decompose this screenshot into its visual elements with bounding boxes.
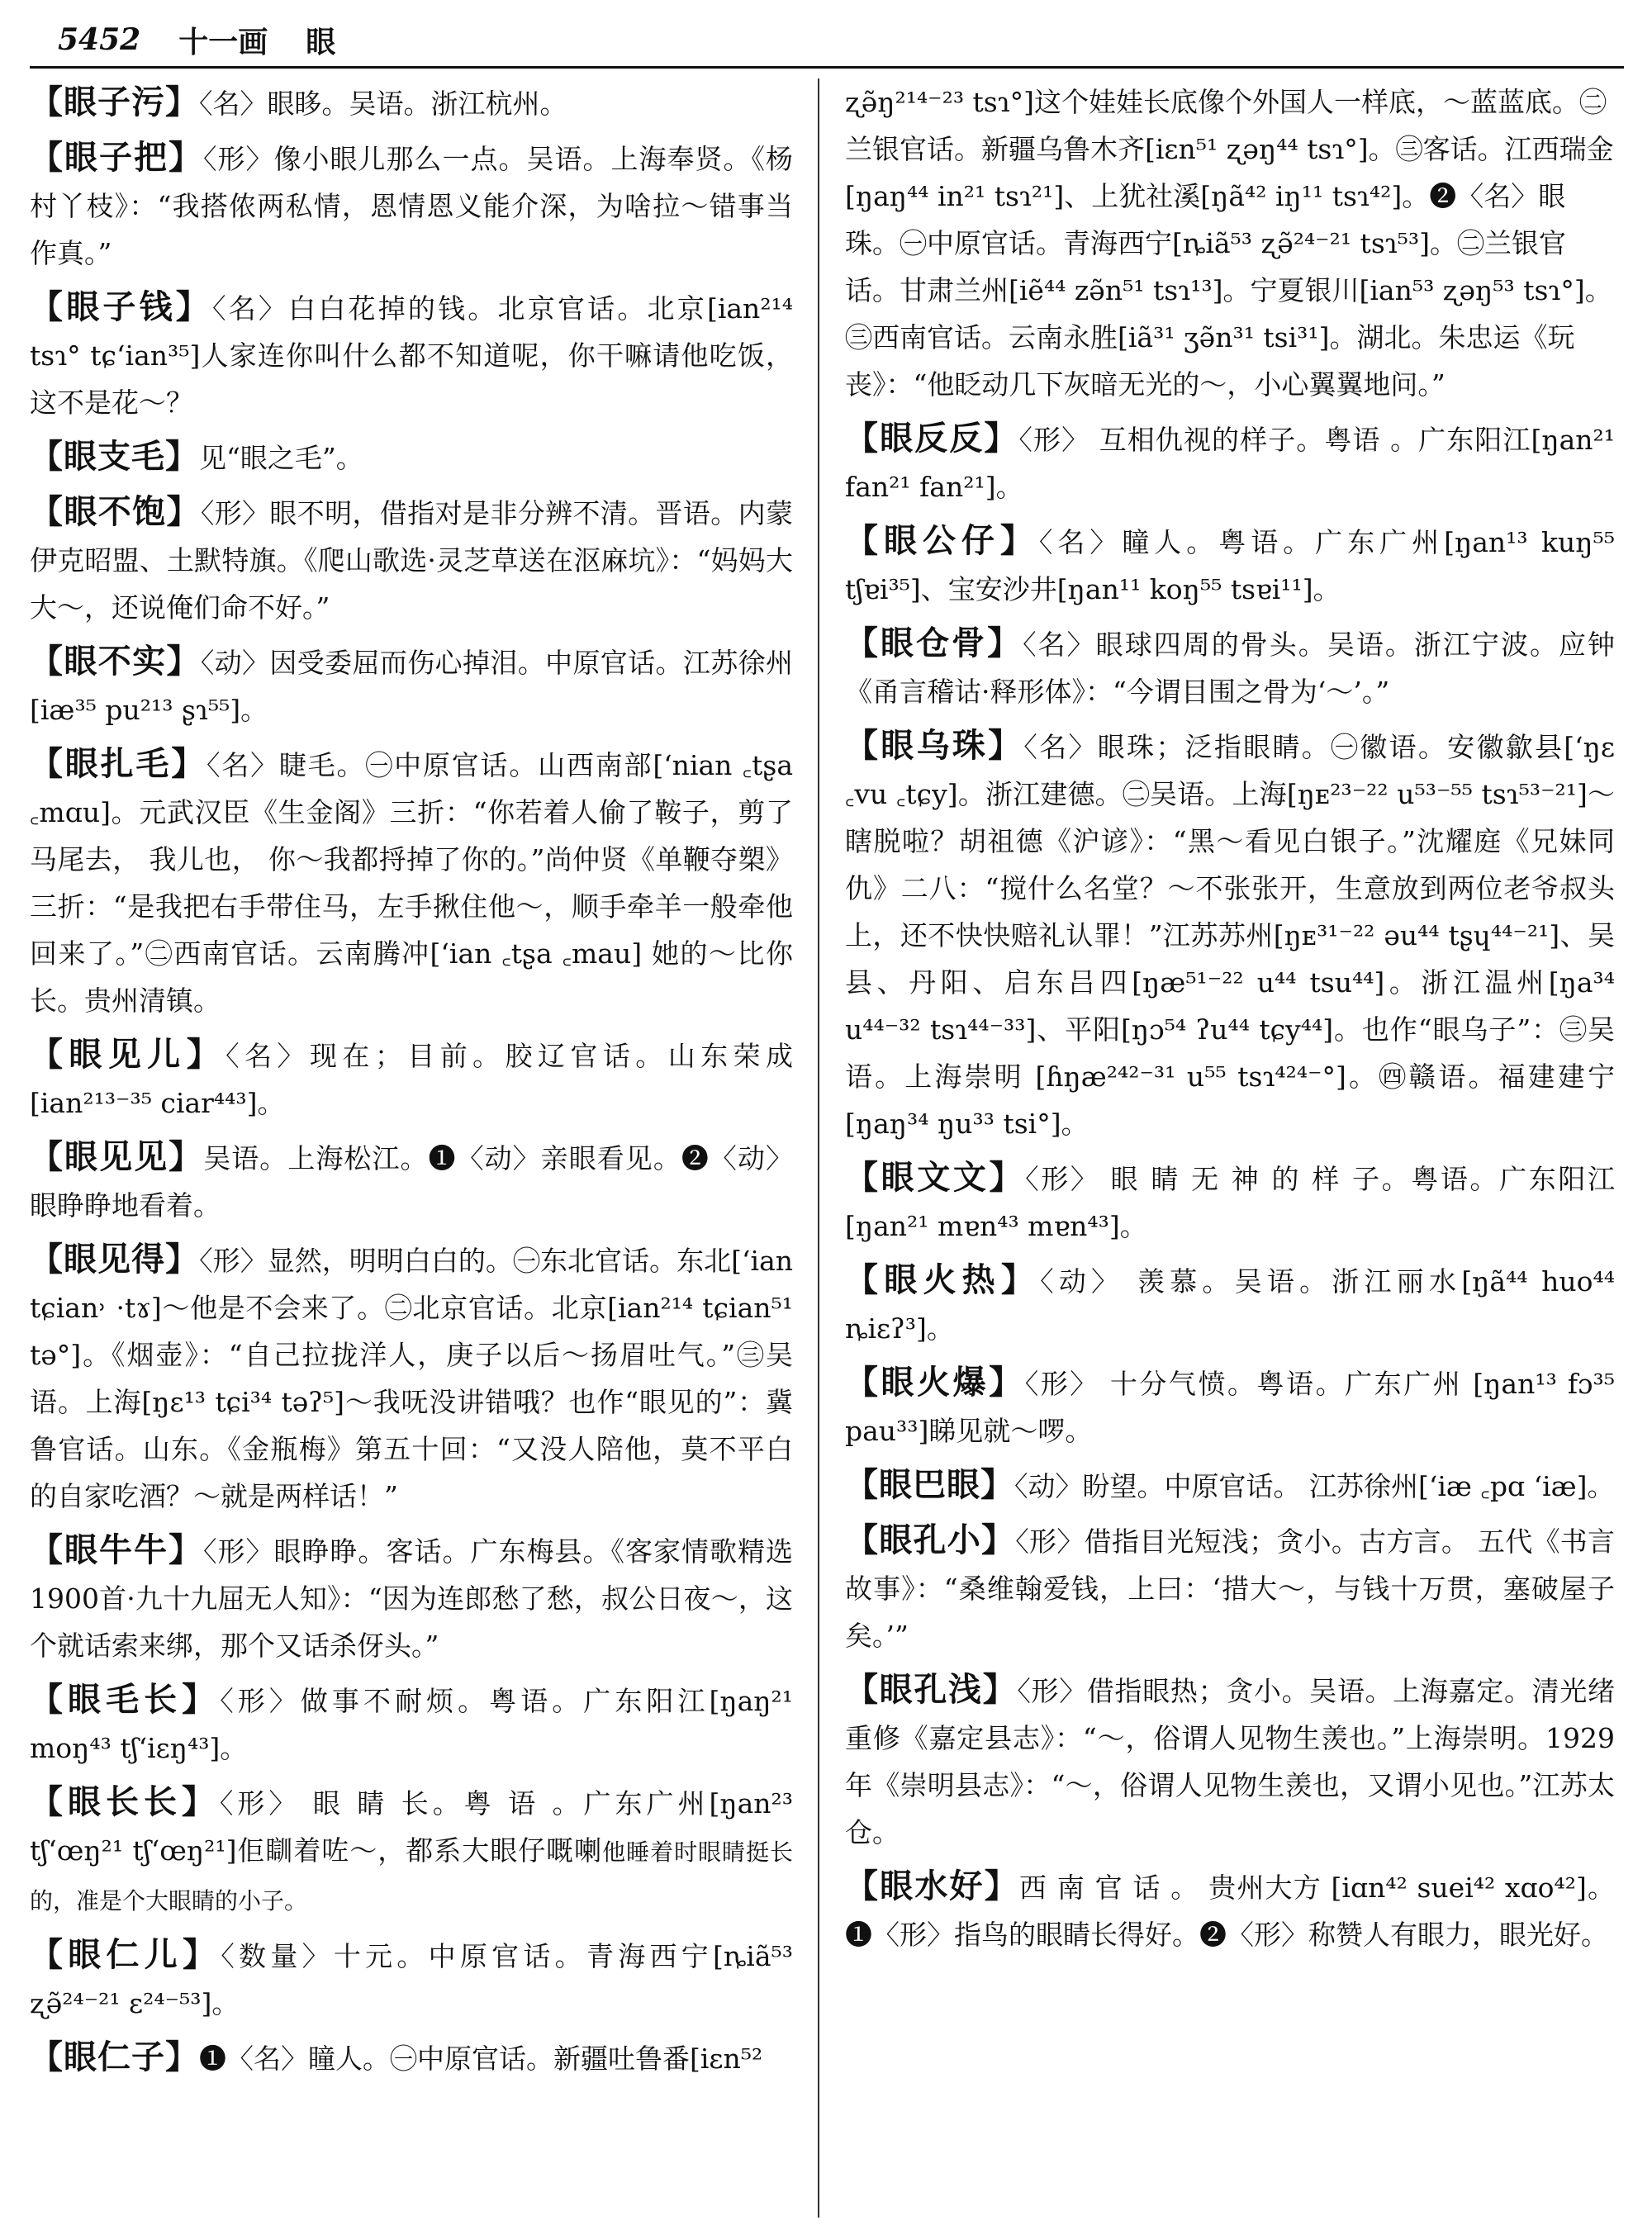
entry-definition: 〈形〉眼睁睁。客话。广东梅县。《客家情歌精选1900首·九十九屈无人知》：“因为连郎愁了愁，叔公日夜～，这个就话索来绑，那个又话杀伢头。” bbox=[30, 1535, 793, 1662]
dictionary-entry bbox=[30, 740, 793, 1024]
dictionary-entry bbox=[30, 1031, 793, 1127]
entry-headword: 【眼子污】 bbox=[30, 83, 199, 121]
entry-headword: 【眼子钱】 bbox=[30, 287, 213, 326]
entry-definition: 〈名〉睫毛。㊀中原官话。山西南部[ʻnian ꜀tʂa ꜀mɑu]。元武汉臣《生金阁》三折：“你若着人偷了鞍子，剪了马尾去， 我儿也， 你～我都捋掉了你的。”尚仲贤《单鞭夺槊》三折：“是我把右手带住马，左手揪住他～，顺手牵羊一般牵他回来了。”㊁西南官话。云南腾冲[ʻian ꜀tʂa ꜀mau] 她的～比你长。贵州清镇。 bbox=[30, 749, 793, 1017]
entry-definition: 〈形〉显然，明明白白的。㊀东北官话。东北[ʻian tɕian˒ ·tɤ]～他是不会来了。㊁北京官话。北京[ian²¹⁴ tɕian⁵¹ tə°]。《烟壶》：“自己拉拢洋人，庚子以后～扬眉吐气。”㊂吴语。上海[ŋɛ¹³ tɕi³⁴ təʔ⁵]～我呒没讲错哦？也作“眼见的”：冀鲁官话。山东。《金瓶梅》第五十回：“又没人陪他，莫不平白的自家吃酒？～就是两样话！” bbox=[30, 1245, 793, 1512]
entry-headword: 【眼反反】 bbox=[845, 419, 1019, 458]
entry-headword: 【眼见儿】 bbox=[30, 1035, 226, 1074]
header-character: 眼 bbox=[306, 24, 336, 59]
dictionary-entry bbox=[30, 283, 793, 426]
entry-definition: 〈名〉眼珠；泛指眼睛。㊀徽语。安徽歙县[ʻŋɛ ꜀vu ꜀tɕy]。浙江建德。㊁吴语。上海[ŋᴇ²³⁻²² u⁵³⁻⁵⁵ tsɿ⁵³⁻²¹]～瞎脱啦？胡祖德《沪谚》：“黑～看见白银子。”沈耀庭《兄妹同仇》二八：“搅什么名堂？～不张张开，生意放到两位老爷叔头上，还不快快赔礼认罪！”江苏苏州[ŋᴇ³¹⁻²² əu⁴⁴ tʂɥ⁴⁴⁻²¹]、吴县、丹阳、启东吕四[ŋæ⁵¹⁻²² u⁴⁴ tsu⁴⁴]。浙江温州[ŋa³⁴ u⁴⁴⁻³² tsɿ⁴⁴⁻³³]、平阳[ŋɔ⁵⁴ ʔu⁴⁴ tɕy⁴⁴]。也作“眼乌子”：㊂吴语。上海崇明 [ɦŋæ²⁴²⁻³¹ u⁵⁵ tsɿ⁴²⁴⁻°]。㊃赣语。福建建宁[ŋaŋ³⁴ ŋu³³ tsi°]。 bbox=[845, 731, 1615, 1140]
entry-headword: 【眼乌珠】 bbox=[845, 726, 1024, 765]
dictionary-entry bbox=[845, 619, 1615, 715]
dictionary-entry bbox=[30, 1676, 793, 1772]
right-column bbox=[845, 78, 1615, 2218]
dictionary-entry bbox=[30, 2033, 793, 2082]
entry-headword: 【眼长长】 bbox=[30, 1782, 220, 1821]
dictionary-entry bbox=[845, 1154, 1615, 1250]
dictionary-entry bbox=[30, 1133, 793, 1229]
page-number: 5452 bbox=[58, 22, 141, 57]
entry-definition: 〈形〉 互相仇视的样子。粤语 。广东阳江[ŋan²¹ fan²¹ fan²¹]。 bbox=[845, 424, 1615, 503]
entry-definition: 西 南 官 话 。 贵州大方 [iɑn⁴² suei⁴² xɑo⁴²]。❶〈形〉指鸟的眼睛长得好。❷〈形〉称赞人有眼力，眼光好。 bbox=[845, 1872, 1615, 1951]
entry-headword: 【眼见见】 bbox=[30, 1137, 204, 1176]
entry-definition: ❶〈名〉瞳人。㊀中原官话。新疆吐鲁番[iɛn⁵² bbox=[199, 2043, 763, 2075]
entry-headword: 【眼毛长】 bbox=[30, 1680, 221, 1719]
entry-definition: 吴语。上海松江。❶〈动〉亲眼看见。❷〈动〉眼睁睁地看着。 bbox=[30, 1142, 793, 1222]
entry-headword: 【眼孔浅】 bbox=[845, 1670, 1018, 1709]
entry-definition: 〈形〉 十分气愤。粤语。广东广州 [ŋan¹³ fɔ³⁵ pau³³]睇见就～啰。 bbox=[845, 1368, 1615, 1447]
entry-headword: 【眼水好】 bbox=[845, 1867, 1019, 1905]
entry-headword: 【眼火热】 bbox=[845, 1260, 1041, 1299]
entry-definition: 〈形〉 眼 睛 无 神 的 样 子。粤语。广东阳江[ŋan²¹ mɐn⁴³ mɐn⁴³]。 bbox=[845, 1163, 1615, 1242]
entry-definition: 见“眼之毛”。 bbox=[199, 442, 363, 474]
dictionary-entry bbox=[845, 1666, 1615, 1856]
column-divider bbox=[818, 78, 819, 2218]
page-header bbox=[58, 15, 1611, 64]
entry-headword: 【眼公仔】 bbox=[845, 521, 1039, 560]
entry-headword: 【眼支毛】 bbox=[30, 437, 199, 476]
entry-definition: 〈形〉像小眼儿那么一点。吴语。上海奉贤。《杨村丫枝》：“我搭侬两私情，恩情恩义能介深，为啥拉～错事当作真。” bbox=[30, 143, 793, 269]
entry-headword: 【眼火爆】 bbox=[845, 1363, 1025, 1402]
continuation-text: ʐə̃ŋ²¹⁴⁻²³ tsɿ°]这个娃娃长底像个外国人一样底，～蓝蓝底。㊁兰银官话。新疆乌鲁木齐[iɛn⁵¹ ʐəŋ⁴⁴ tsɿ°]。㊂客话。江西瑞金[ŋaŋ⁴⁴ in²¹ tsɿ²¹]、上犹社溪[ŋã⁴² iŋ¹¹ tsɿ⁴²]。❷〈名〉眼珠。㊀中原官话。青海西宁[ȵiã⁵³ ʐə̃²⁴⁻²¹ tsɿ⁵³]。㊁兰银官话。甘肃兰州[iẽ⁴⁴ zə̃n⁵¹ tsɿ¹³]。宁夏银川[ian⁵³ ʐəŋ⁵³ tsɿ°]。㊂西南官话。云南永胜[iã³¹ ʒə̃n³¹ tsi³¹]。湖北。朱忠运《玩丧》：“他眨动几下灰暗无光的～，小心翼翼地问。” bbox=[845, 86, 1614, 401]
dictionary-entry bbox=[845, 415, 1615, 510]
dictionary-entry bbox=[845, 722, 1615, 1147]
entry-definition: 〈形〉借指眼热；贪小。吴语。上海嘉定。清光绪重修《嘉定县志》：“～，俗谓人见物生羡也。”上海崇明。1929年《崇明县志》：“～，俗谓人见物生羡也，又谓小见也。”江苏太仓。 bbox=[845, 1675, 1615, 1848]
entry-definition: 〈动〉因受委屈而伤心掉泪。中原官话。江苏徐州[iæ³⁵ pu²¹³ ʂɿ⁵⁵]。 bbox=[30, 647, 793, 726]
entry-headword: 【眼见得】 bbox=[30, 1240, 200, 1279]
dictionary-entry bbox=[30, 134, 793, 277]
entry-headword: 【眼孔小】 bbox=[845, 1521, 1016, 1559]
entry-definition: 〈形〉做事不耐烦。粤语。广东阳江[ŋaŋ²¹ moŋ⁴³ tʃʻiɛŋ⁴³]。 bbox=[30, 1685, 793, 1764]
dictionary-entry bbox=[845, 1256, 1615, 1352]
entry-gloss: 他睡着时眼睛挺长的，准是个大眼睛的小子。 bbox=[30, 1839, 793, 1914]
entry-definition: 〈名〉白白花掉的钱。北京官话。北京[ian²¹⁴ tsɿ° tɕʻian³⁵]人家连你叫什么都不知道呢，你干嘛请他吃饭，这不是花～？ bbox=[30, 292, 793, 419]
header-rule bbox=[30, 66, 1624, 69]
dictionary-entry bbox=[845, 517, 1615, 613]
entry-definition: 〈数量〉十元。中原官话。青海西宁[ȵiã⁵³ ʐə̃²⁴⁻²¹ ɛ²⁴⁻⁵³]。 bbox=[30, 1940, 793, 2019]
entry-headword: 【眼不饱】 bbox=[30, 492, 201, 531]
entry-headword: 【眼文文】 bbox=[845, 1158, 1026, 1197]
entry-definition: 〈名〉现在；目前。胶辽官话。山东荣成[ian²¹³⁻³⁵ ciar⁴⁴³]。 bbox=[30, 1040, 793, 1119]
dictionary-entry bbox=[30, 1526, 793, 1669]
dictionary-entry bbox=[30, 638, 793, 733]
entry-headword: 【眼仁子】 bbox=[30, 2038, 199, 2076]
entry-definition: 〈名〉眼眵。吴语。浙江杭州。 bbox=[199, 88, 567, 120]
dictionary-entry bbox=[845, 1359, 1615, 1454]
dictionary-entry bbox=[30, 1778, 793, 1924]
entry-headword: 【眼仓骨】 bbox=[845, 624, 1023, 662]
entry-definition: 〈形〉借指目光短浅；贪小。古方言。 五代《书言故事》：“桑维翰爱钱，上曰：‘措大～，与钱十万贯，塞破屋子矣。’” bbox=[845, 1525, 1615, 1652]
dictionary-entry bbox=[845, 1862, 1615, 1958]
section-label: 十一画 bbox=[178, 24, 268, 59]
entry-headword: 【眼仁儿】 bbox=[30, 1935, 221, 1974]
dictionary-entry bbox=[845, 1516, 1615, 1659]
dictionary-entry bbox=[30, 433, 793, 482]
entry-definition: 〈动〉盼望。中原官话。 江苏徐州[ʻiæ ꜀pɑ ʻiæ]。 bbox=[1014, 1470, 1615, 1502]
entry-definition: 〈形〉 眼 睛 长。粤 语 。广东广州[ŋan²³ tʃʻœŋ²¹ tʃʻœŋ²¹]佢瞓着咗～，都系大眼仔嘅喇 bbox=[30, 1787, 793, 1867]
dictionary-entry bbox=[30, 1931, 793, 2027]
entry-headword: 【眼子把】 bbox=[30, 138, 203, 177]
dictionary-entry bbox=[30, 488, 793, 631]
entry-definition: 〈动〉 羡慕。吴语。浙江丽水[ŋã⁴⁴ huo⁴⁴ ȵiɛʔ³]。 bbox=[845, 1265, 1615, 1345]
entry-headword: 【眼巴眼】 bbox=[845, 1465, 1014, 1504]
dictionary-entry bbox=[30, 1236, 793, 1520]
entry-definition: 〈名〉瞳人。粤语。广东广州[ŋan¹³ kuŋ⁵⁵ tʃɐi³⁵]、宝安沙井[ŋan¹¹ koŋ⁵⁵ tsɐi¹¹]。 bbox=[845, 526, 1615, 605]
entry-headword: 【眼牛牛】 bbox=[30, 1530, 203, 1569]
dictionary-entry bbox=[845, 1461, 1615, 1510]
entry-definition: 〈名〉眼球四周的骨头。吴语。浙江宁波。应钟《甬言稽诂·释形体》：“今谓目围之骨为‘～’。” bbox=[845, 629, 1615, 708]
entry-headword: 【眼不实】 bbox=[30, 642, 201, 681]
entry-definition: 〈形〉眼不明，借指对是非分辨不清。晋语。内蒙伊克昭盟、土默特旗。《爬山歌选·灵芝草送在沤麻坑》：“妈妈大大～，还说俺们命不好。” bbox=[30, 497, 793, 624]
left-column bbox=[30, 78, 793, 2218]
entry-headword: 【眼扎毛】 bbox=[30, 744, 207, 783]
dictionary-entry bbox=[30, 78, 793, 127]
